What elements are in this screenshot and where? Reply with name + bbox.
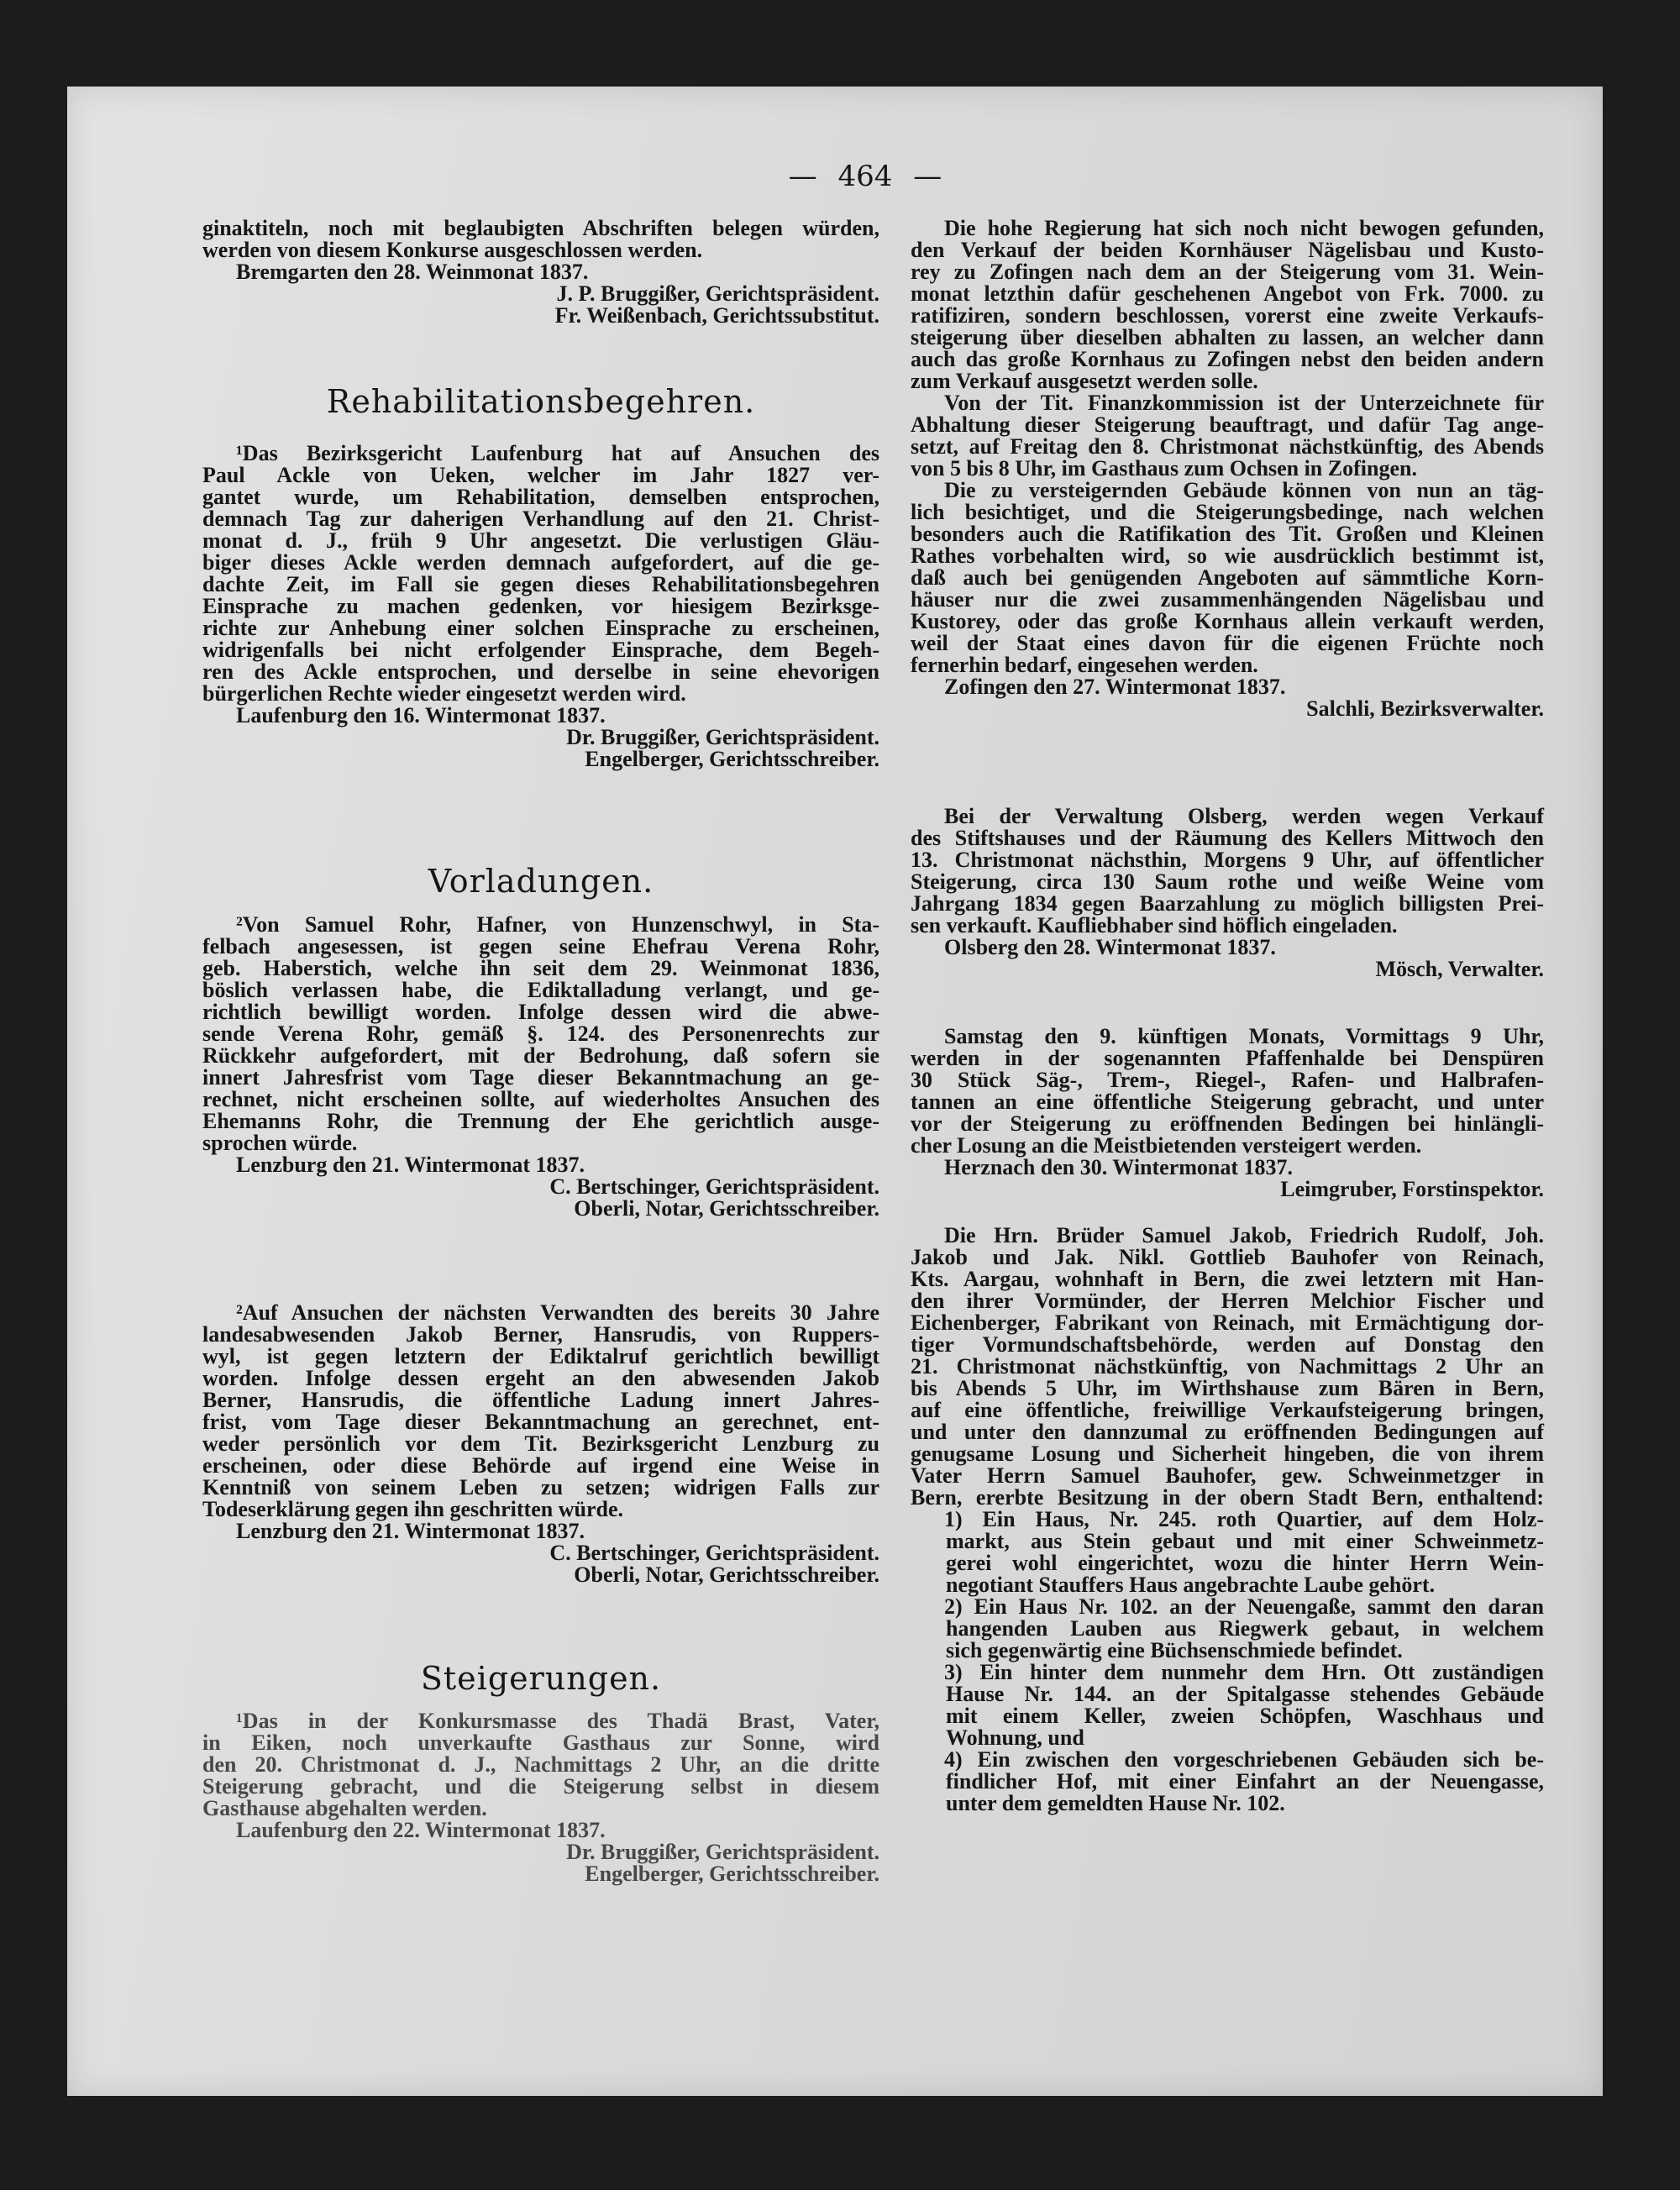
notice-herznach-tannen bbox=[911, 1025, 1544, 1200]
page-number: — 464 — bbox=[788, 160, 942, 193]
text-line: Bern, ererbte Besitzung in der obern Stadt Bern, enthaltend: bbox=[911, 1485, 1544, 1510]
text-line: Die hohe Regierung hat sich noch nicht bewogen gefunden, bbox=[944, 216, 1544, 240]
text-line: Eichenberger, Fabrikant von Reinach, mit Ermächtigung dor- bbox=[911, 1310, 1544, 1335]
text-line: tannen an eine öffentliche Steigerung gebracht, und unter bbox=[911, 1090, 1544, 1114]
signature-line: Oberli, Notar, Gerichtsschreiber. bbox=[574, 1196, 879, 1221]
notice-bauhofer-bern bbox=[911, 1223, 1544, 1813]
text-line: cher Losung an die Meistbietenden versteigert werden. bbox=[911, 1133, 1422, 1158]
text-line: dachte Zeit, im Fall sie gegen dieses Rehabilitationsbegehren bbox=[202, 572, 879, 596]
text-line: gantet wurde, um Rehabilitation, demselben entsprochen, bbox=[202, 485, 879, 509]
text-line: Ehemanns Rohr, die Trennung der Ehe gerichtlich ausge- bbox=[202, 1109, 879, 1133]
text-line: wyl, ist gegen letztern der Ediktalruf gerichtlich bewilligt bbox=[202, 1344, 879, 1368]
text-line: weder persönlich vor dem Tit. Bezirksgericht Lenzburg zu bbox=[202, 1431, 879, 1456]
text-line: den 20. Christmonat d. J., Nachmittags 2 Uhr, an die dritte bbox=[202, 1752, 879, 1777]
text-line: 1) Ein Haus, Nr. 245. roth Quartier, auf dem Holz- bbox=[944, 1507, 1544, 1531]
signature-line: C. Bertschinger, Gerichtspräsident. bbox=[549, 1174, 879, 1199]
text-line: Kustorey, oder das große Kornhaus allein verkauft werden, bbox=[911, 609, 1544, 633]
text-line: ²Auf Ansuchen der nächsten Verwandten des bereits 30 Jahre bbox=[236, 1300, 879, 1325]
section-heading-steigerungen: Steigerungen. bbox=[420, 1660, 662, 1697]
text-line: böslich verlassen habe, die Ediktalladung verlangt, und ge- bbox=[202, 978, 879, 1002]
text-line: innert Jahresfrist vom Tage dieser Bekanntmachung an ge- bbox=[202, 1065, 879, 1090]
text-line: sen verkauft. Kaufliebhaber sind höflich eingeladen. bbox=[911, 913, 1398, 937]
text-line: Samstag den 9. künftigen Monats, Vormittags 9 Uhr, bbox=[944, 1024, 1544, 1048]
text-line: Die zu versteigernden Gebäude können von nun an täg- bbox=[944, 478, 1544, 502]
signature-line: Fr. Weißenbach, Gerichtssubstitut. bbox=[554, 303, 879, 328]
text-line: von 5 bis 8 Uhr, im Gasthaus zum Ochsen in Zofingen. bbox=[911, 456, 1417, 481]
text-line: Bei der Verwaltung Olsberg, werden wegen Verkauf bbox=[944, 804, 1544, 828]
text-line: 13. Christmonat nächsthin, Morgens 9 Uhr, auf öffentlicher bbox=[911, 848, 1544, 872]
text-line: Laufenburg den 16. Wintermonat 1837. bbox=[236, 703, 606, 727]
text-line: Kts. Aargau, wohnhaft in Bern, die zwei letztern mit Han- bbox=[911, 1267, 1544, 1291]
text-line: und unter den dannzumal zu eröffnenden Bedingungen auf bbox=[911, 1420, 1544, 1444]
text-line: demnach Tag zur daherigen Verhandlung auf den 21. Christ- bbox=[202, 507, 879, 531]
signature-line: Dr. Bruggißer, Gerichtspräsident. bbox=[566, 1840, 879, 1864]
text-line: landesabwesenden Jakob Berner, Hansrudis, von Ruppers- bbox=[202, 1322, 879, 1347]
text-line: 3) Ein hinter dem nunmehr dem Hrn. Ott zuständigen bbox=[944, 1660, 1544, 1684]
signature-line: Dr. Bruggißer, Gerichtspräsident. bbox=[566, 725, 879, 749]
text-line: negotiant Stauffers Haus angebrachte Laube gehört. bbox=[946, 1573, 1436, 1597]
signature-line: Oberli, Notar, Gerichtsschreiber. bbox=[574, 1562, 879, 1587]
text-line: den ihrer Vormünder, der Herren Melchior Fischer und bbox=[911, 1289, 1544, 1313]
text-line: tiger Vormundschaftsbehörde, werden auf Donstag den bbox=[911, 1332, 1544, 1357]
text-line: in Eiken, noch unverkaufte Gasthaus zur Sonne, wird bbox=[202, 1730, 879, 1755]
text-line: monat d. J., früh 9 Uhr angesetzt. Die verlustigen Gläu- bbox=[202, 528, 879, 553]
text-line: Hause Nr. 144. an der Spitalgasse stehendes Gebäude bbox=[946, 1682, 1544, 1706]
text-line: 21. Christmonat nächstkünftig, von Nachmittags 2 Uhr an bbox=[911, 1354, 1544, 1379]
text-line: erscheinen, oder diese Behörde auf irgend eine Weise in bbox=[202, 1453, 879, 1478]
text-line: frist, vom Tage dieser Bekanntmachung an gerechnet, ent- bbox=[202, 1410, 879, 1434]
text-line: ginaktiteln, noch mit beglaubigten Abschriften belegen würden, bbox=[202, 216, 879, 240]
text-line: sprochen würde. bbox=[202, 1131, 358, 1155]
text-line: des Stiftshauses und der Räumung des Kellers Mittwoch den bbox=[911, 826, 1544, 850]
text-line: Berner, Hansrudis, die öffentliche Ladung innert Jahres- bbox=[202, 1388, 879, 1412]
text-line: Wohnung, und bbox=[946, 1725, 1084, 1750]
text-line: bürgerlichen Rechte wieder eingesetzt werden wird. bbox=[202, 681, 686, 706]
notice-rehabilitation bbox=[202, 442, 879, 769]
text-line: ¹Das Bezirksgericht Laufenburg hat auf Ansuchen des bbox=[236, 441, 879, 465]
text-line: Zofingen den 27. Wintermonat 1837. bbox=[944, 675, 1286, 699]
text-line: mit einem Keller, zweien Schöpfen, Waschhaus und bbox=[946, 1704, 1544, 1728]
section-heading-rehabilitation: Rehabilitationsbegehren. bbox=[326, 383, 756, 420]
text-line: Von der Tit. Finanzkommission ist der Unterzeichnete für bbox=[944, 391, 1544, 415]
text-line: ¹Das in der Konkursmasse des Thadä Brast, Vater, bbox=[236, 1709, 879, 1733]
text-line: bis Abends 5 Uhr, im Wirthshause zum Bären in Bern, bbox=[911, 1376, 1544, 1400]
text-line: lich besichtiget, und die Steigerungsbedinge, nach welchen bbox=[911, 500, 1544, 524]
text-line: fernerhin bedarf, eingesehen werden. bbox=[911, 653, 1258, 677]
text-line: Olsberg den 28. Wintermonat 1837. bbox=[944, 935, 1276, 959]
text-line: sich gegenwärtig eine Büchsenschmiede befindet. bbox=[946, 1638, 1403, 1662]
text-line: Einsprache zu machen gedenken, vor hiesigem Bezirksge- bbox=[202, 594, 879, 618]
text-line: setzt, auf Freitag den 8. Christmonat nächstkünftig, des Abends bbox=[911, 434, 1544, 459]
notice-steigerung-brast bbox=[202, 1709, 879, 1886]
text-line: markt, aus Stein gebaut und mit einer Schweinmetz- bbox=[946, 1529, 1544, 1553]
text-line: vor der Steigerung zu eröffnenden Bedingen bei hinlängli- bbox=[911, 1111, 1544, 1136]
notice-konkurs-end bbox=[202, 216, 879, 328]
text-line: unter dem gemeldten Hause Nr. 102. bbox=[946, 1791, 1285, 1815]
notice-olsberg-weine bbox=[911, 804, 1544, 979]
signature-line: J. P. Bruggißer, Gerichtspräsident. bbox=[556, 281, 879, 306]
text-line: Herznach den 30. Wintermonat 1837. bbox=[944, 1155, 1294, 1179]
text-line: 4) Ein zwischen den vorgeschriebenen Gebäuden sich be- bbox=[944, 1747, 1544, 1772]
text-line: Abhaltung dieser Steigerung beauftragt, und dafür Tag ange- bbox=[911, 412, 1544, 437]
text-line: findlicher Hof, mit einer Einfahrt an der Neuengasse, bbox=[946, 1769, 1544, 1793]
text-line: Die Hrn. Brüder Samuel Jakob, Friedrich Rudolf, Joh. bbox=[944, 1223, 1544, 1247]
text-line: gerei wohl eingerichtet, wozu die hinter Herrn Wein- bbox=[946, 1551, 1544, 1575]
text-line: geb. Haberstich, welche ihn seit dem 29. Weinmonat 1836, bbox=[202, 956, 879, 980]
text-line: hangenden Lauben aus Riegwerk gebaut, in welchem bbox=[946, 1616, 1544, 1641]
text-line: ²Von Samuel Rohr, Hafner, von Hunzenschwyl, in Sta- bbox=[236, 912, 879, 937]
text-line: richtlich bewilligt worden. Infolge dessen wird die abwe- bbox=[202, 1000, 879, 1024]
signature-line: Engelberger, Gerichtsschreiber. bbox=[585, 747, 879, 771]
text-line: daß auch bei genügenden Angeboten auf sämmtliche Korn- bbox=[911, 565, 1544, 590]
notice-vorladung-berner bbox=[202, 1301, 879, 1585]
text-line: Bremgarten den 28. Weinmonat 1837. bbox=[236, 260, 589, 284]
text-line: worden. Infolge dessen ergeht an den abwesenden Jakob bbox=[202, 1366, 879, 1390]
text-line: Paul Ackle von Ueken, welcher im Jahr 1827 ver- bbox=[202, 463, 879, 487]
section-heading-vorladungen: Vorladungen. bbox=[428, 863, 654, 900]
text-line: sende Verena Rohr, gemäß §. 124. des Personenrechts zur bbox=[202, 1021, 879, 1046]
notice-kornhaeuser-zofingen bbox=[911, 216, 1544, 721]
text-line: richte zur Anhebung einer solchen Einsprache zu erscheinen, bbox=[202, 616, 879, 640]
text-line: werden von diesem Konkurse ausgeschlossen werden. bbox=[202, 238, 703, 262]
text-line: Kenntniß von seinem Leben zu setzen; widrigen Falls zur bbox=[202, 1475, 879, 1499]
text-line: Jahrgang 1834 gegen Baarzahlung zu möglich billigsten Prei- bbox=[911, 891, 1544, 916]
text-line: werden in der sogenannten Pfaffenhalde bei Denspüren bbox=[911, 1046, 1544, 1070]
text-line: monat letzthin dafür geschehenen Angebot von Frk. 7000. zu bbox=[911, 281, 1544, 306]
text-line: Rückkehr aufgefordert, mit der Bedrohung, daß sofern sie bbox=[202, 1043, 879, 1068]
notice-vorladung-rohr bbox=[202, 912, 879, 1221]
text-line: Laufenburg den 22. Wintermonat 1837. bbox=[236, 1818, 606, 1842]
text-line: Vater Herrn Samuel Bauhofer, gew. Schweinmetzger in bbox=[911, 1463, 1544, 1488]
text-line: genugsame Losung und Sicherheit hingeben, die von ihrem bbox=[911, 1442, 1544, 1466]
text-line: Lenzburg den 21. Wintermonat 1837. bbox=[236, 1153, 585, 1177]
text-line: widrigenfalls bei nicht erfolgender Einsprache, dem Begeh- bbox=[202, 638, 879, 662]
text-line: Jakob und Jak. Nikl. Gottlieb Bauhofer von Reinach, bbox=[911, 1245, 1544, 1269]
text-line: felbach angesessen, ist gegen seine Ehefrau Verena Rohr, bbox=[202, 934, 879, 958]
text-line: Lenzburg den 21. Wintermonat 1837. bbox=[236, 1519, 585, 1543]
text-line: Steigerung gebracht, und die Steigerung selbst in diesem bbox=[202, 1774, 879, 1799]
text-line: den Verkauf der beiden Kornhäuser Nägelisbau und Kusto- bbox=[911, 238, 1544, 262]
text-line: Steigerung, circa 130 Saum rothe und weiße Weine vom bbox=[911, 869, 1544, 894]
signature-line: Salchli, Bezirksverwalter. bbox=[1306, 696, 1544, 721]
text-line: auf eine öffentliche, freiwillige Verkaufsteigerung bringen, bbox=[911, 1398, 1544, 1422]
signature-line: C. Bertschinger, Gerichtspräsident. bbox=[549, 1541, 879, 1565]
text-line: ratifiziren, sondern beschlossen, vorerst eine zweite Verkaufs- bbox=[911, 303, 1544, 328]
text-line: auch das große Kornhaus zu Zofingen nebst den beiden andern bbox=[911, 347, 1544, 371]
text-line: Gasthause abgehalten werden. bbox=[202, 1796, 487, 1820]
signature-line: Leimgruber, Forstinspektor. bbox=[1280, 1177, 1544, 1201]
signature-line: Engelberger, Gerichtsschreiber. bbox=[585, 1862, 879, 1886]
signature-line: Mösch, Verwalter. bbox=[1375, 957, 1544, 981]
text-line: besonders auch die Ratifikation des Tit. Großen und Kleinen bbox=[911, 522, 1544, 546]
text-line: rey zu Zofingen nach dem an der Steigerung vom 31. Wein- bbox=[911, 260, 1544, 284]
text-line: häuser nur die zwei zusammenhängenden Nägelisbau und bbox=[911, 587, 1544, 612]
text-line: Rathes vorbehalten wird, so wie ausdrücklich bestimmt ist, bbox=[911, 544, 1544, 568]
text-line: zum Verkauf ausgesetzt werden solle. bbox=[911, 369, 1258, 393]
text-line: steigerung über dieselben abhalten zu lassen, an welcher dann bbox=[911, 325, 1544, 349]
text-line: ren des Ackle entsprochen, und derselbe in seine ehevorigen bbox=[202, 659, 879, 684]
text-line: 30 Stück Säg-, Trem-, Riegel-, Rafen- und Halbrafen- bbox=[911, 1068, 1544, 1092]
text-line: rechnet, nicht erscheinen sollte, auf wiederholtes Ansuchen des bbox=[202, 1087, 879, 1111]
text-line: weil der Staat eines davon für die eigenen Früchte noch bbox=[911, 631, 1544, 655]
text-line: biger dieses Ackle werden demnach aufgefordert, auf die ge- bbox=[202, 550, 879, 575]
text-line: 2) Ein Haus Nr. 102. an der Neuengaße, sammt den daran bbox=[944, 1594, 1544, 1619]
text-line: Todeserklärung gegen ihn geschritten würde. bbox=[202, 1497, 623, 1521]
